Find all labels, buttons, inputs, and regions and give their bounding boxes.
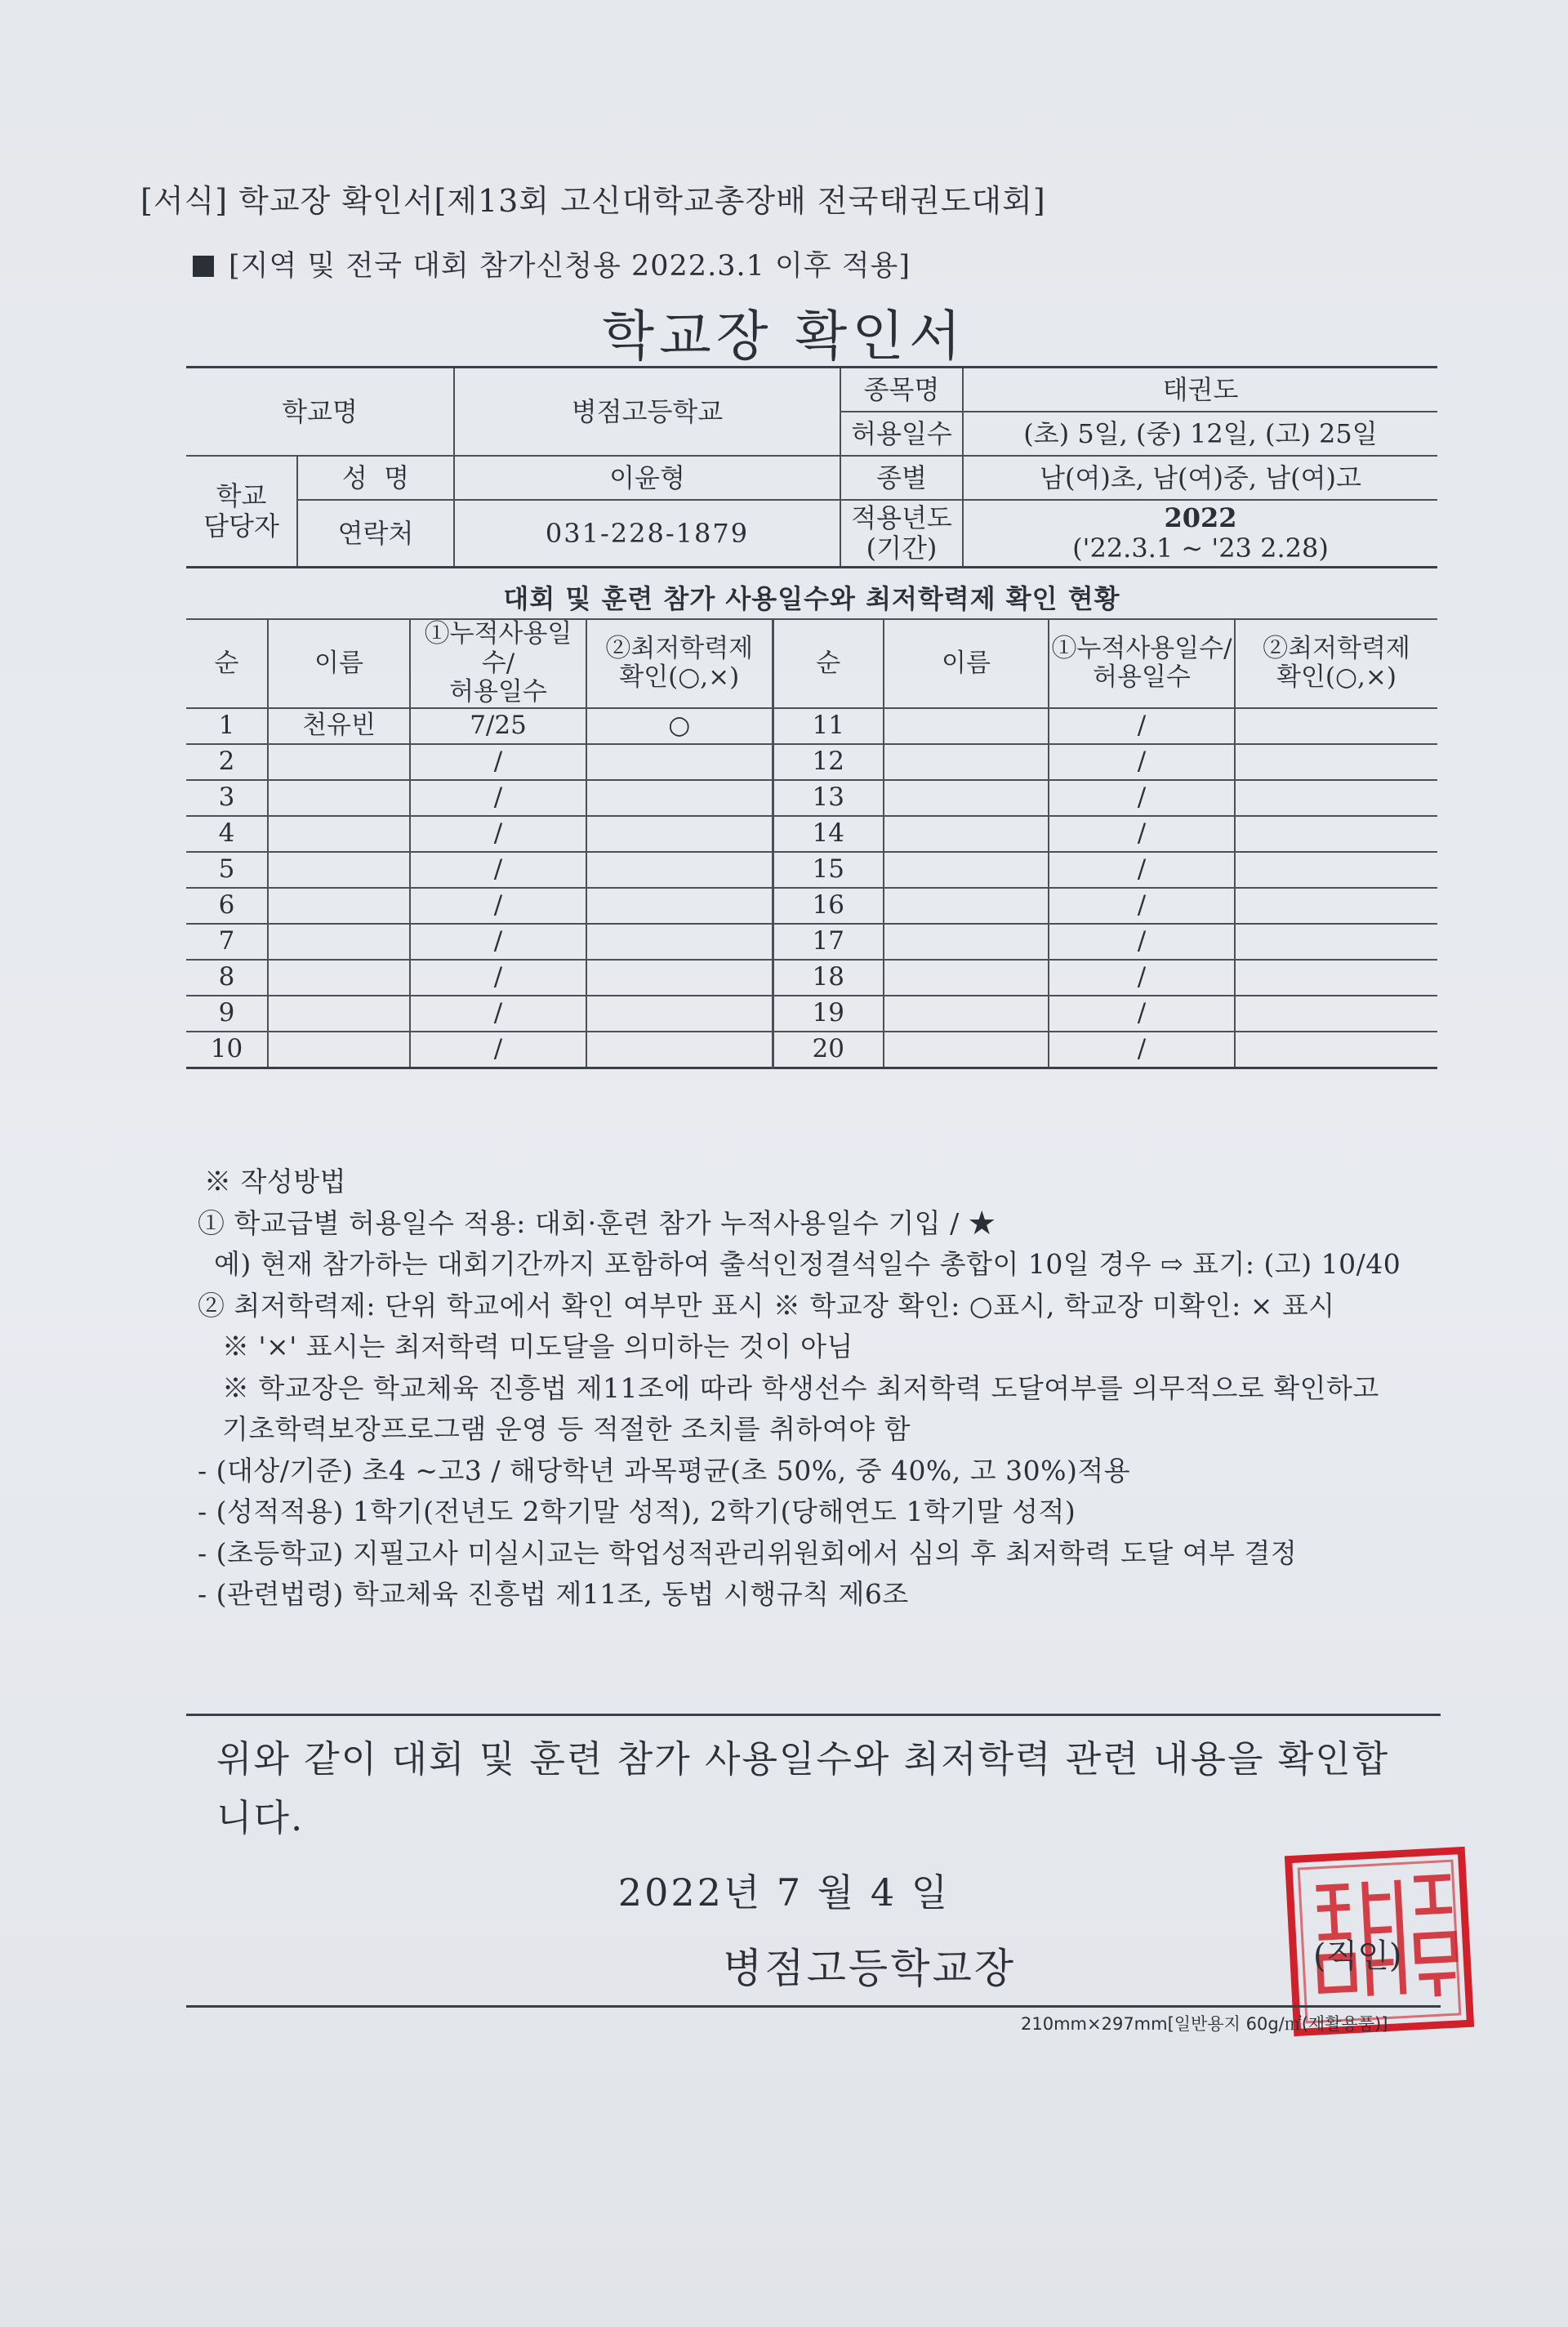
row-name xyxy=(268,924,410,960)
col-header-min: ②최저학력제 확인(○,×) xyxy=(586,619,773,708)
row-seq: 2 xyxy=(186,744,268,780)
row-min xyxy=(586,924,773,960)
row-days: 7/25 xyxy=(410,708,586,744)
note-line: 기초학력보장프로그램 운영 등 적절한 조치를 취하여야 함 xyxy=(222,1413,911,1445)
seal-mark: (직인) xyxy=(1313,1937,1402,1975)
row-seq: 18 xyxy=(773,960,884,996)
row-days: / xyxy=(410,744,586,780)
scope-text: [지역 및 전국 대회 참가신청용 2022.3.1 이후 적용] xyxy=(229,250,911,283)
row-seq: 4 xyxy=(186,816,268,852)
name-value: 이윤형 xyxy=(454,456,840,500)
row-name xyxy=(268,852,410,888)
row-name xyxy=(268,996,410,1032)
row-seq: 7 xyxy=(186,924,268,960)
divider-bottom xyxy=(186,2005,1441,2008)
col-header-name-right: 이름 xyxy=(884,619,1049,708)
row-name xyxy=(884,780,1049,816)
note-line: ② 최저학력제: 단위 학교에서 확인 여부만 표시 ※ 학교장 확인: ○표시, 학교장 미확인: × 표시 xyxy=(198,1289,1335,1322)
row-name xyxy=(268,888,410,924)
row-min xyxy=(586,816,773,852)
row-days: / xyxy=(1049,1032,1235,1068)
row-days: / xyxy=(1049,888,1235,924)
table-row xyxy=(186,708,1437,744)
row-name xyxy=(884,924,1049,960)
row-min xyxy=(586,996,773,1032)
col-header-name: 이름 xyxy=(268,619,410,708)
col-header-min-right: ②최저학력제 확인(○,×) xyxy=(1235,619,1437,708)
category-label: 종별 xyxy=(840,456,963,500)
year-value: 2022 xyxy=(1164,502,1237,534)
row-days: / xyxy=(1049,960,1235,996)
row-min xyxy=(1235,708,1437,744)
row-seq: 19 xyxy=(773,996,884,1032)
form-header: [서식] 학교장 확인서[제13회 고신대학교총장배 전국태권도대회] xyxy=(140,183,1046,219)
row-days: / xyxy=(410,888,586,924)
event-value: 태권도 xyxy=(963,368,1437,412)
square-bullet-icon xyxy=(193,256,214,277)
table-row xyxy=(186,852,1437,888)
contact-value: 031-228-1879 xyxy=(454,500,840,568)
row-seq: 13 xyxy=(773,780,884,816)
row-seq: 9 xyxy=(186,996,268,1032)
year-cell xyxy=(963,500,1437,568)
roster-body xyxy=(186,708,1437,1068)
table-row xyxy=(186,1032,1437,1068)
row-days: / xyxy=(1049,816,1235,852)
page-title: 학교장 확인서 xyxy=(602,305,966,368)
col-header-days-right: ①누적사용일수/ 허용일수 xyxy=(1049,619,1235,708)
row-seq: 17 xyxy=(773,924,884,960)
roster-table xyxy=(186,618,1437,1069)
row-name: 천유빈 xyxy=(268,708,410,744)
row-name xyxy=(884,816,1049,852)
row-seq: 14 xyxy=(773,816,884,852)
table-row xyxy=(186,996,1437,1032)
table-row xyxy=(186,924,1437,960)
row-seq: 12 xyxy=(773,744,884,780)
row-days: / xyxy=(410,816,586,852)
row-min xyxy=(586,960,773,996)
roster-section-title: 대회 및 훈련 참가 사용일수와 최저학력제 확인 현황 xyxy=(503,583,1120,614)
row-min xyxy=(586,780,773,816)
row-days: / xyxy=(1049,780,1235,816)
year-label: 적용년도 (기간) xyxy=(840,500,963,568)
row-min xyxy=(1235,852,1437,888)
note-line: 예) 현재 참가하는 대회기간까지 포함하여 출석인정결석일수 총합이 10일 경우 ⇨ 표기: (고) 10/40 xyxy=(214,1248,1401,1280)
row-days: / xyxy=(410,996,586,1032)
row-days: / xyxy=(1049,708,1235,744)
row-seq: 5 xyxy=(186,852,268,888)
row-name xyxy=(268,1032,410,1068)
row-days: / xyxy=(410,1032,586,1068)
name-label: 성 명 xyxy=(297,456,454,500)
row-name xyxy=(884,744,1049,780)
note-line: - (초등학교) 지필고사 미실시교는 학업성적관리위원회에서 심의 후 최저학력 도달 여부 결정 xyxy=(198,1536,1298,1569)
row-seq: 8 xyxy=(186,960,268,996)
row-name xyxy=(884,960,1049,996)
row-name xyxy=(884,888,1049,924)
row-seq: 20 xyxy=(773,1032,884,1068)
row-min: ○ xyxy=(586,708,773,744)
row-name xyxy=(884,996,1049,1032)
table-row xyxy=(186,744,1437,780)
row-min xyxy=(1235,996,1437,1032)
row-days: / xyxy=(1049,996,1235,1032)
row-name xyxy=(884,1032,1049,1068)
row-name xyxy=(268,744,410,780)
notes-title: ※ 작성방법 xyxy=(204,1166,347,1197)
note-line: ① 학교급별 허용일수 적용: 대회·훈련 참가 누적사용일수 기입 / ★ xyxy=(198,1206,996,1239)
note-line: - (성적적용) 1학기(전년도 2학기말 성적), 2학기(당해연도 1학기말 성적) xyxy=(198,1496,1076,1527)
row-days: / xyxy=(1049,744,1235,780)
row-days: / xyxy=(1049,924,1235,960)
row-min xyxy=(586,744,773,780)
category-value: 남(여)초, 남(여)중, 남(여)고 xyxy=(963,456,1437,500)
note-line: - (관련법령) 학교체육 진흥법 제11조, 동법 시행규칙 제6조 xyxy=(198,1578,909,1610)
table-row xyxy=(186,780,1437,816)
manager-label: 학교 담당자 xyxy=(186,456,297,568)
divider-top xyxy=(186,1714,1441,1716)
note-line: ※ '×' 표시는 최저학력 미도달을 의미하는 것이 아님 xyxy=(222,1331,853,1362)
row-min xyxy=(1235,744,1437,780)
instructions xyxy=(198,1161,1401,1616)
allowed-days-value: (초) 5일, (중) 12일, (고) 25일 xyxy=(963,412,1437,456)
row-seq: 16 xyxy=(773,888,884,924)
paper-spec: 210mm×297mm[일반용지 60g/㎡(재활용품)] xyxy=(1021,2014,1388,2034)
note-line: ※ 학교장은 학교체육 진흥법 제11조에 따라 학생선수 최저학력 도달여부를 의무적으로 확인하고 xyxy=(222,1371,1379,1404)
table-row xyxy=(186,960,1437,996)
contact-label: 연락처 xyxy=(297,500,454,568)
row-days: / xyxy=(410,924,586,960)
note-line: - (대상/기준) 초4 ~고3 / 해당학년 과목평균(초 50%, 중 40%, 고 30%)적용 xyxy=(198,1454,1131,1487)
confirmation-statement: 위와 같이 대회 및 훈련 참가 사용일수와 최저학력 관련 내용을 확인합니다. xyxy=(216,1737,1390,1839)
row-days: / xyxy=(410,852,586,888)
row-seq: 3 xyxy=(186,780,268,816)
row-min xyxy=(1235,816,1437,852)
year-period: ('22.3.1 ~ '23 2.28) xyxy=(1072,533,1329,564)
table-row xyxy=(186,816,1437,852)
school-label: 학교명 xyxy=(186,368,454,457)
row-min xyxy=(586,852,773,888)
row-name xyxy=(884,852,1049,888)
school-name: 병점고등학교 xyxy=(454,368,840,457)
row-seq: 15 xyxy=(773,852,884,888)
row-seq: 10 xyxy=(186,1032,268,1068)
row-seq: 11 xyxy=(773,708,884,744)
allowed-days-label: 허용일수 xyxy=(840,412,963,456)
principal-name: 병점고등학교장 xyxy=(723,1945,1017,1992)
row-min xyxy=(1235,780,1437,816)
row-days: / xyxy=(410,960,586,996)
row-days: / xyxy=(410,780,586,816)
info-table xyxy=(186,366,1437,568)
row-name xyxy=(268,780,410,816)
col-header-days: ①누적사용일수/ 허용일수 xyxy=(410,619,586,708)
row-seq: 6 xyxy=(186,888,268,924)
row-min xyxy=(1235,1032,1437,1068)
row-name xyxy=(268,960,410,996)
scope-line xyxy=(193,243,911,284)
confirmation-date: 2022년 7 월 4 일 xyxy=(617,1870,951,1915)
row-min xyxy=(1235,960,1437,996)
row-min xyxy=(586,1032,773,1068)
row-min xyxy=(1235,888,1437,924)
col-header-seq: 순 xyxy=(186,619,268,708)
table-row xyxy=(186,888,1437,924)
row-name xyxy=(268,816,410,852)
col-header-seq-right: 순 xyxy=(773,619,884,708)
row-min xyxy=(586,888,773,924)
row-days: / xyxy=(1049,852,1235,888)
row-min xyxy=(1235,924,1437,960)
row-name xyxy=(884,708,1049,744)
row-seq: 1 xyxy=(186,708,268,744)
event-label: 종목명 xyxy=(840,368,963,412)
